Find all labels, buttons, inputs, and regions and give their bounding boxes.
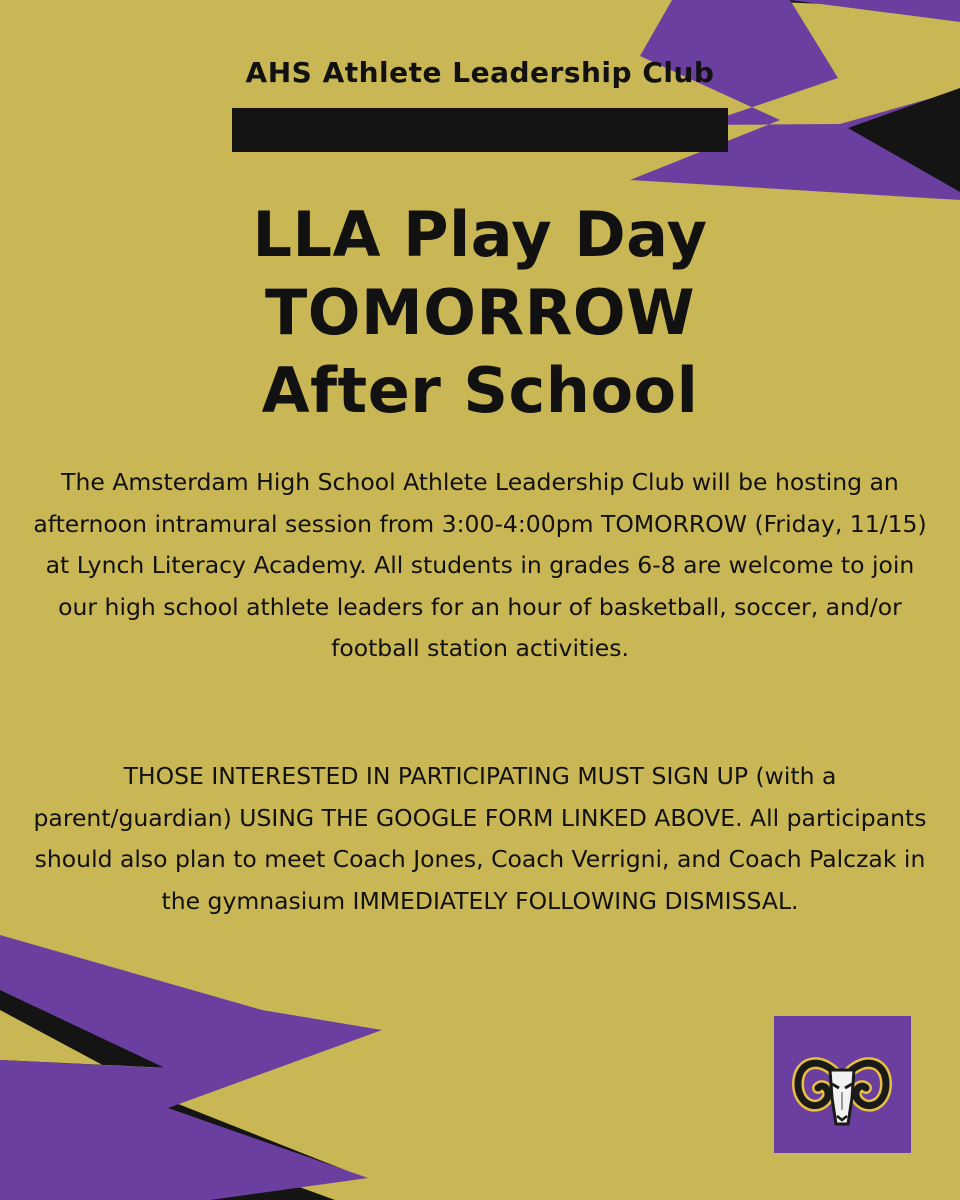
- headline: [0, 196, 960, 430]
- title-underline-bar: [232, 108, 728, 152]
- event-description: The Amsterdam High School Athlete Leadership Club will be hosting an afternoon intramural session from 3:00-4:00pm TOMORROW (Friday, 11/15) at Lynch Literacy Academy. All students in grades 6-8 are welcome to join our high school athlete leaders for an hour of basketball, soccer, and/or football station activities.: [33, 468, 927, 662]
- bottom-left-purple-zigzag: [0, 935, 382, 1200]
- ram-mascot-icon: [792, 1036, 892, 1136]
- top-right-purple-zigzag: [630, 0, 960, 200]
- headline-line-2: TOMORROW: [265, 276, 695, 349]
- club-name: AHS Athlete Leadership Club: [245, 56, 715, 89]
- school-logo: [774, 1016, 911, 1153]
- headline-line-3: After School: [261, 354, 699, 427]
- signup-notice: THOSE INTERESTED IN PARTICIPATING MUST SIGN UP (with a parent/guardian) USING THE GOOGLE FORM LINKED ABOVE. All participants should also plan to meet Coach Jones, Coach Verrigni, and Coach Palczak in the gymnasium IMMEDIATELY FOLLOWING DISMISSAL.: [33, 762, 927, 915]
- headline-line-1: LLA Play Day: [252, 198, 708, 271]
